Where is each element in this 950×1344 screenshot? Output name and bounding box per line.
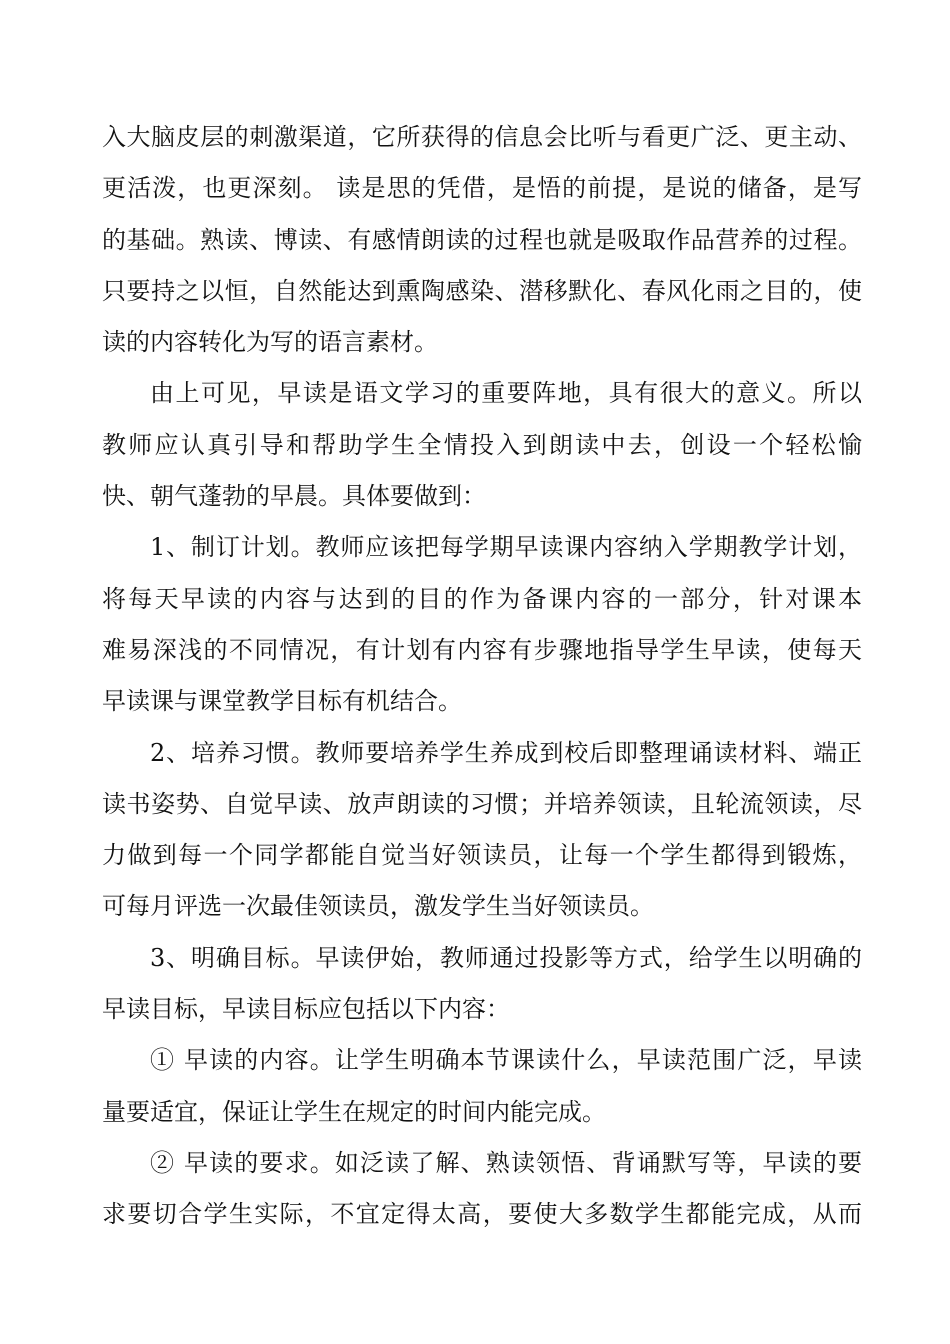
text-line: ① 早读的内容。让学生明确本节课读什么，早读范围广泛，早读 — [150, 1046, 862, 1075]
text-line: 早读目标，早读目标应包括以下内容： — [102, 995, 510, 1024]
text-line: 更活泼，也更深刻。 读是思的凭借，是悟的前提，是说的储备，是写 — [102, 174, 862, 203]
text-line: 3、明确目标。早读伊始，教师通过投影等方式，给学生以明确的 — [150, 943, 862, 972]
body-text — [102, 112, 862, 1241]
text-line: 求要切合学生实际，不宜定得太高，要使大多数学生都能完成，从而 — [102, 1200, 862, 1229]
text-line: 将每天早读的内容与达到的目的作为备课内容的一部分，针对课本 — [102, 584, 862, 613]
text-line: 量要适宜，保证让学生在规定的时间内能完成。 — [102, 1097, 606, 1126]
text-line: 由上可见，早读是语文学习的重要阵地，具有很大的意义。所以 — [150, 379, 862, 408]
text-line: 的基础。熟读、博读、有感情朗读的过程也就是吸取作品营养的过程。 — [102, 225, 862, 254]
text-line: 快、朝气蓬勃的早晨。具体要做到： — [102, 482, 486, 511]
text-line: 读的内容转化为写的语言素材。 — [102, 328, 438, 357]
text-line: 可每月评选一次最佳领读员，激发学生当好领读员。 — [102, 892, 654, 921]
text-line: 力做到每一个同学都能自觉当好领读员，让每一个学生都得到锻炼， — [102, 841, 862, 870]
text-line: 2、培养习惯。教师要培养学生养成到校后即整理诵读材料、端正 — [150, 738, 862, 767]
text-line: 读书姿势、自觉早读、放声朗读的习惯；并培养领读，且轮流领读，尽 — [102, 789, 862, 818]
text-line: 只要持之以恒，自然能达到熏陶感染、潜移默化、春风化雨之目的，使 — [102, 276, 862, 305]
text-line: 早读课与课堂教学目标有机结合。 — [102, 687, 462, 716]
text-line: 入大脑皮层的刺激渠道，它所获得的信息会比听与看更广泛、更主动、 — [102, 123, 862, 151]
text-line: 1、制订计划。教师应该把每学期早读课内容纳入学期教学计划， — [150, 533, 862, 562]
text-line: ② 早读的要求。如泛读了解、熟读领悟、背诵默写等，早读的要 — [150, 1148, 862, 1177]
text-line: 教师应认真引导和帮助学生全情投入到朗读中去，创设一个轻松愉 — [102, 430, 862, 459]
text-line: 难易深浅的不同情况，有计划有内容有步骤地指导学生早读，使每天 — [102, 635, 862, 664]
